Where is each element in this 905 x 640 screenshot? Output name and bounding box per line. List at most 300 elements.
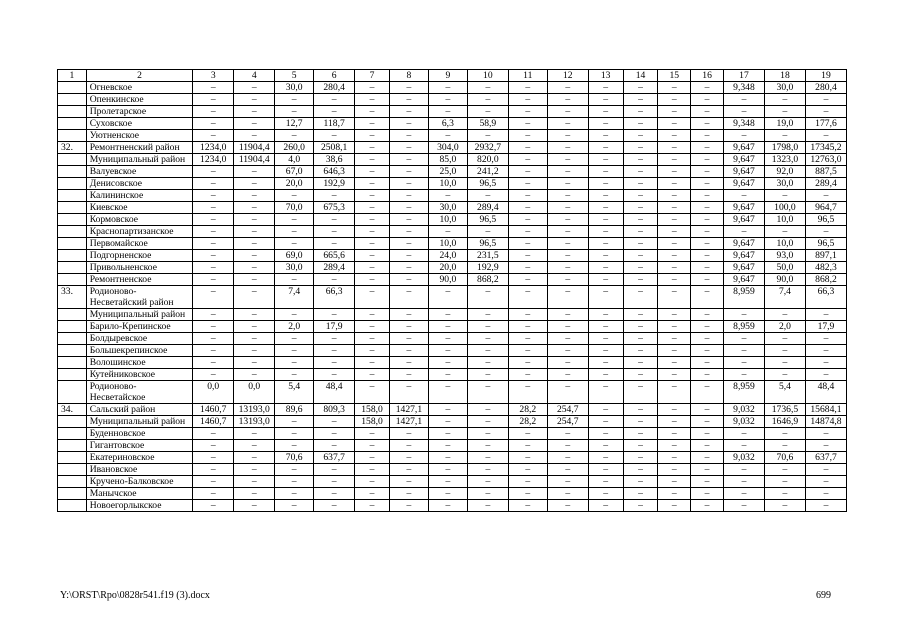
table-cell: 96,5 <box>805 238 846 250</box>
table-cell: – <box>547 130 588 142</box>
table-cell: – <box>723 226 764 238</box>
table-cell: – <box>234 309 275 321</box>
table-cell: – <box>547 464 588 476</box>
table-cell: – <box>355 452 390 464</box>
settlement-name: Опенкинское <box>86 94 193 106</box>
column-header: 9 <box>428 70 467 82</box>
column-header: 2 <box>86 70 193 82</box>
table-cell: – <box>389 369 428 381</box>
table-cell: – <box>723 106 764 118</box>
table-cell: – <box>723 357 764 369</box>
table-cell: – <box>691 416 724 428</box>
table-cell: – <box>355 333 390 345</box>
table-cell: – <box>234 345 275 357</box>
table-cell: – <box>234 214 275 226</box>
table-cell: – <box>623 262 658 274</box>
table-cell: 15684,1 <box>805 404 846 416</box>
table-cell: 58,9 <box>467 118 508 130</box>
row-number <box>58 500 87 512</box>
row-number <box>58 94 87 106</box>
table-cell: – <box>658 262 691 274</box>
row-number <box>58 464 87 476</box>
table-cell: – <box>234 202 275 214</box>
table-cell: – <box>588 262 623 274</box>
table-cell: – <box>691 286 724 309</box>
table-cell: – <box>658 500 691 512</box>
row-number <box>58 190 87 202</box>
row-number <box>58 106 87 118</box>
table-cell: – <box>547 488 588 500</box>
table-cell: – <box>428 106 467 118</box>
table-cell: – <box>623 357 658 369</box>
table-cell: 13193,0 <box>234 416 275 428</box>
table-cell: 1323,0 <box>764 154 805 166</box>
table-row <box>58 464 847 476</box>
table-row <box>58 214 847 226</box>
table-cell: – <box>234 440 275 452</box>
table-cell: 28,2 <box>508 416 547 428</box>
table-cell: 9,647 <box>723 202 764 214</box>
table-cell: 5,4 <box>275 381 314 404</box>
table-cell: – <box>691 440 724 452</box>
table-cell: 30,0 <box>764 82 805 94</box>
table-cell: 17,9 <box>805 321 846 333</box>
table-cell: 1646,9 <box>764 416 805 428</box>
table-cell: – <box>547 309 588 321</box>
column-header: 3 <box>193 70 234 82</box>
table-cell: – <box>234 94 275 106</box>
table-cell: 0,0 <box>234 381 275 404</box>
table-cell: – <box>193 309 234 321</box>
table-cell: 9,647 <box>723 166 764 178</box>
table-cell: – <box>389 130 428 142</box>
table-cell: – <box>389 321 428 333</box>
table-cell: 0,0 <box>193 381 234 404</box>
table-cell: 90,0 <box>428 274 467 286</box>
table-cell: 9,647 <box>723 154 764 166</box>
table-cell: – <box>623 154 658 166</box>
table-cell: – <box>588 130 623 142</box>
table-cell: 12,7 <box>275 118 314 130</box>
table-cell: – <box>467 452 508 464</box>
table-cell: – <box>658 226 691 238</box>
table-cell: 192,9 <box>467 262 508 274</box>
row-number <box>58 250 87 262</box>
table-cell: – <box>658 381 691 404</box>
table-cell: 9,647 <box>723 238 764 250</box>
table-row <box>58 369 847 381</box>
table-cell: – <box>355 94 390 106</box>
table-cell: – <box>588 357 623 369</box>
table-cell: 96,5 <box>467 238 508 250</box>
table-cell: – <box>547 238 588 250</box>
table-cell: – <box>508 118 547 130</box>
table-cell: – <box>508 321 547 333</box>
settlement-name: Суховское <box>86 118 193 130</box>
table-cell: – <box>805 190 846 202</box>
table-cell: – <box>275 357 314 369</box>
table-cell: – <box>547 106 588 118</box>
table-cell: – <box>691 274 724 286</box>
table-cell: – <box>389 345 428 357</box>
table-cell: – <box>193 464 234 476</box>
table-cell: 17,9 <box>314 321 355 333</box>
table-cell: 10,0 <box>428 238 467 250</box>
table-cell: – <box>764 226 805 238</box>
settlement-name: Огневское <box>86 82 193 94</box>
settlement-name: Калининское <box>86 190 193 202</box>
table-cell: – <box>623 416 658 428</box>
table-cell: – <box>314 214 355 226</box>
table-cell: – <box>389 178 428 190</box>
table-cell: – <box>805 226 846 238</box>
column-header: 19 <box>805 70 846 82</box>
table-cell: – <box>547 440 588 452</box>
table-cell: – <box>547 262 588 274</box>
table-cell: – <box>275 369 314 381</box>
table-cell: – <box>193 94 234 106</box>
table-cell: 2,0 <box>275 321 314 333</box>
table-cell: – <box>389 357 428 369</box>
table-cell: – <box>658 106 691 118</box>
settlement-name: Кормовское <box>86 214 193 226</box>
table-cell: – <box>623 106 658 118</box>
table-cell: – <box>658 94 691 106</box>
table-cell: – <box>658 286 691 309</box>
table-cell: – <box>623 274 658 286</box>
table-cell: 4,0 <box>275 154 314 166</box>
table-cell: – <box>389 82 428 94</box>
table-cell: – <box>428 440 467 452</box>
table-cell: – <box>547 118 588 130</box>
table-cell: – <box>508 452 547 464</box>
table-cell: – <box>508 309 547 321</box>
table-cell: 260,0 <box>275 142 314 154</box>
table-cell: – <box>193 82 234 94</box>
table-cell: – <box>588 154 623 166</box>
row-number <box>58 262 87 274</box>
table-cell: – <box>467 190 508 202</box>
table-cell: – <box>658 440 691 452</box>
table-cell: – <box>428 500 467 512</box>
table-cell: – <box>389 262 428 274</box>
table-cell: – <box>658 238 691 250</box>
settlement-name: Кручено-Балковское <box>86 476 193 488</box>
table-cell: 1427,1 <box>389 404 428 416</box>
table-cell: – <box>275 130 314 142</box>
table-cell: – <box>508 274 547 286</box>
table-row <box>58 381 847 404</box>
table-cell: 7,4 <box>764 286 805 309</box>
table-cell: – <box>467 488 508 500</box>
table-cell: – <box>389 154 428 166</box>
settlement-name: Муниципальный район <box>86 309 193 321</box>
table-cell: – <box>389 226 428 238</box>
table-cell: 9,647 <box>723 274 764 286</box>
table-cell: – <box>193 226 234 238</box>
table-cell: 254,7 <box>547 404 588 416</box>
table-row <box>58 190 847 202</box>
table-cell: – <box>508 488 547 500</box>
table-cell: – <box>547 369 588 381</box>
table-cell: 92,0 <box>764 166 805 178</box>
row-number <box>58 369 87 381</box>
table-cell: – <box>314 464 355 476</box>
table-row <box>58 94 847 106</box>
table-cell: – <box>658 166 691 178</box>
table-cell: – <box>428 190 467 202</box>
table-cell: 7,4 <box>275 286 314 309</box>
table-cell: – <box>623 321 658 333</box>
table-cell: – <box>508 286 547 309</box>
table-cell: 10,0 <box>764 238 805 250</box>
table-cell: – <box>389 476 428 488</box>
table-cell: – <box>314 190 355 202</box>
table-cell: – <box>314 476 355 488</box>
table-cell: – <box>467 309 508 321</box>
table-row <box>58 154 847 166</box>
table-cell: 14874,8 <box>805 416 846 428</box>
table-cell: – <box>275 214 314 226</box>
table-cell: – <box>723 130 764 142</box>
table-cell: – <box>805 369 846 381</box>
table-cell: – <box>623 464 658 476</box>
table-cell: – <box>355 154 390 166</box>
column-header: 10 <box>467 70 508 82</box>
row-number <box>58 309 87 321</box>
table-cell: – <box>691 190 724 202</box>
table-cell: – <box>623 500 658 512</box>
table-cell: – <box>547 452 588 464</box>
table-cell: – <box>691 106 724 118</box>
table-cell: – <box>355 226 390 238</box>
table-cell: – <box>588 476 623 488</box>
table-cell: 637,7 <box>805 452 846 464</box>
table-cell: – <box>658 154 691 166</box>
table-cell: – <box>193 452 234 464</box>
table-cell: – <box>355 476 390 488</box>
table-cell: – <box>764 309 805 321</box>
table-cell: 289,4 <box>467 202 508 214</box>
row-number <box>58 416 87 428</box>
table-cell: – <box>623 286 658 309</box>
table-cell: – <box>275 106 314 118</box>
table-cell: – <box>389 381 428 404</box>
table-cell: – <box>691 142 724 154</box>
table-cell: 30,0 <box>764 178 805 190</box>
table-cell: – <box>623 130 658 142</box>
row-number <box>58 118 87 130</box>
table-cell: – <box>355 262 390 274</box>
table-row <box>58 118 847 130</box>
table-cell: – <box>467 476 508 488</box>
column-header: 4 <box>234 70 275 82</box>
table-cell: – <box>691 333 724 345</box>
row-number: 33. <box>58 286 87 309</box>
table-cell: 9,647 <box>723 178 764 190</box>
table-cell: – <box>193 262 234 274</box>
settlement-name: Уютненское <box>86 130 193 142</box>
table-cell: – <box>623 178 658 190</box>
row-number <box>58 488 87 500</box>
table-cell: – <box>389 190 428 202</box>
table-cell: – <box>314 94 355 106</box>
row-number <box>58 321 87 333</box>
table-cell: 8,959 <box>723 321 764 333</box>
table-cell: – <box>588 333 623 345</box>
table-cell: – <box>193 118 234 130</box>
table-cell: – <box>389 452 428 464</box>
table-row <box>58 321 847 333</box>
table-cell: 90,0 <box>764 274 805 286</box>
table-cell: – <box>588 118 623 130</box>
table-cell: – <box>723 309 764 321</box>
table-cell: – <box>658 321 691 333</box>
settlement-name: Ремонтненское <box>86 274 193 286</box>
table-cell: – <box>193 286 234 309</box>
table-cell: – <box>805 106 846 118</box>
table-cell: 9,348 <box>723 118 764 130</box>
table-cell: – <box>691 464 724 476</box>
table-cell: 1460,7 <box>193 404 234 416</box>
table-cell: 93,0 <box>764 250 805 262</box>
table-cell: – <box>467 321 508 333</box>
table-cell: 10,0 <box>764 214 805 226</box>
table-cell: – <box>658 130 691 142</box>
table-cell: – <box>355 309 390 321</box>
table-cell: 9,348 <box>723 82 764 94</box>
table-cell: – <box>234 333 275 345</box>
table-cell: – <box>428 452 467 464</box>
table-cell: – <box>355 381 390 404</box>
table-cell: – <box>508 94 547 106</box>
table-cell: – <box>508 82 547 94</box>
table-cell: – <box>275 428 314 440</box>
table-cell: – <box>314 238 355 250</box>
table-cell: – <box>355 250 390 262</box>
table-cell: 25,0 <box>428 166 467 178</box>
table-cell: 17345,2 <box>805 142 846 154</box>
table-cell: – <box>508 154 547 166</box>
table-cell: – <box>623 309 658 321</box>
table-cell: – <box>547 82 588 94</box>
table-cell: – <box>588 178 623 190</box>
table-cell: – <box>623 452 658 464</box>
table-cell: – <box>275 333 314 345</box>
table-cell: – <box>314 369 355 381</box>
column-header: 8 <box>389 70 428 82</box>
table-cell: – <box>764 190 805 202</box>
row-number <box>58 381 87 404</box>
table-cell: – <box>764 333 805 345</box>
column-header: 15 <box>658 70 691 82</box>
table-cell: – <box>691 369 724 381</box>
table-cell: – <box>508 250 547 262</box>
table-cell: 637,7 <box>314 452 355 464</box>
table-cell: – <box>547 286 588 309</box>
table-cell: – <box>764 440 805 452</box>
table-cell: – <box>193 440 234 452</box>
table-cell: – <box>389 202 428 214</box>
table-cell: 1460,7 <box>193 416 234 428</box>
table-cell: – <box>658 333 691 345</box>
table-cell: – <box>428 381 467 404</box>
settlement-name: Кутейниковское <box>86 369 193 381</box>
table-cell: – <box>691 94 724 106</box>
table-cell: 1234,0 <box>193 142 234 154</box>
table-cell: – <box>355 464 390 476</box>
settlement-name: Болдыревское <box>86 333 193 345</box>
table-cell: – <box>588 369 623 381</box>
table-row <box>58 357 847 369</box>
table-cell: – <box>508 381 547 404</box>
table-cell: – <box>691 357 724 369</box>
table-cell: – <box>314 345 355 357</box>
table-cell: – <box>355 166 390 178</box>
table-cell: – <box>428 369 467 381</box>
table-cell: – <box>658 488 691 500</box>
table-cell: 1234,0 <box>193 154 234 166</box>
row-number <box>58 274 87 286</box>
table-cell: 177,6 <box>805 118 846 130</box>
table-cell: 897,1 <box>805 250 846 262</box>
table-cell: – <box>623 476 658 488</box>
table-cell: – <box>547 202 588 214</box>
row-number <box>58 130 87 142</box>
table-cell: – <box>193 106 234 118</box>
table-cell: – <box>508 178 547 190</box>
row-number <box>58 154 87 166</box>
settlement-name: Муниципальный район <box>86 154 193 166</box>
table-cell: – <box>314 274 355 286</box>
table-cell: – <box>691 381 724 404</box>
table-cell: – <box>623 226 658 238</box>
table-row <box>58 226 847 238</box>
table-cell: – <box>275 488 314 500</box>
table-cell: – <box>467 94 508 106</box>
table-cell: – <box>355 500 390 512</box>
table-row <box>58 345 847 357</box>
table-cell: – <box>467 416 508 428</box>
table-cell: – <box>355 130 390 142</box>
row-number <box>58 166 87 178</box>
table-cell: – <box>275 345 314 357</box>
table-cell: – <box>588 416 623 428</box>
table-cell: 67,0 <box>275 166 314 178</box>
table-cell: 50,0 <box>764 262 805 274</box>
table-cell: – <box>428 333 467 345</box>
row-number: 32. <box>58 142 87 154</box>
table-cell: – <box>234 357 275 369</box>
row-number <box>58 428 87 440</box>
table-cell: – <box>588 202 623 214</box>
row-number: 34. <box>58 404 87 416</box>
column-header: 12 <box>547 70 588 82</box>
table-cell: – <box>234 190 275 202</box>
table-cell: – <box>234 106 275 118</box>
table-cell: 20,0 <box>275 178 314 190</box>
table-cell: 96,5 <box>805 214 846 226</box>
table-cell: 809,3 <box>314 404 355 416</box>
table-cell: – <box>691 154 724 166</box>
table-cell: – <box>547 154 588 166</box>
table-cell: – <box>234 476 275 488</box>
table-cell: – <box>588 309 623 321</box>
table-cell: – <box>588 82 623 94</box>
table-body <box>58 70 847 512</box>
table-cell: – <box>588 94 623 106</box>
table-cell: – <box>508 345 547 357</box>
